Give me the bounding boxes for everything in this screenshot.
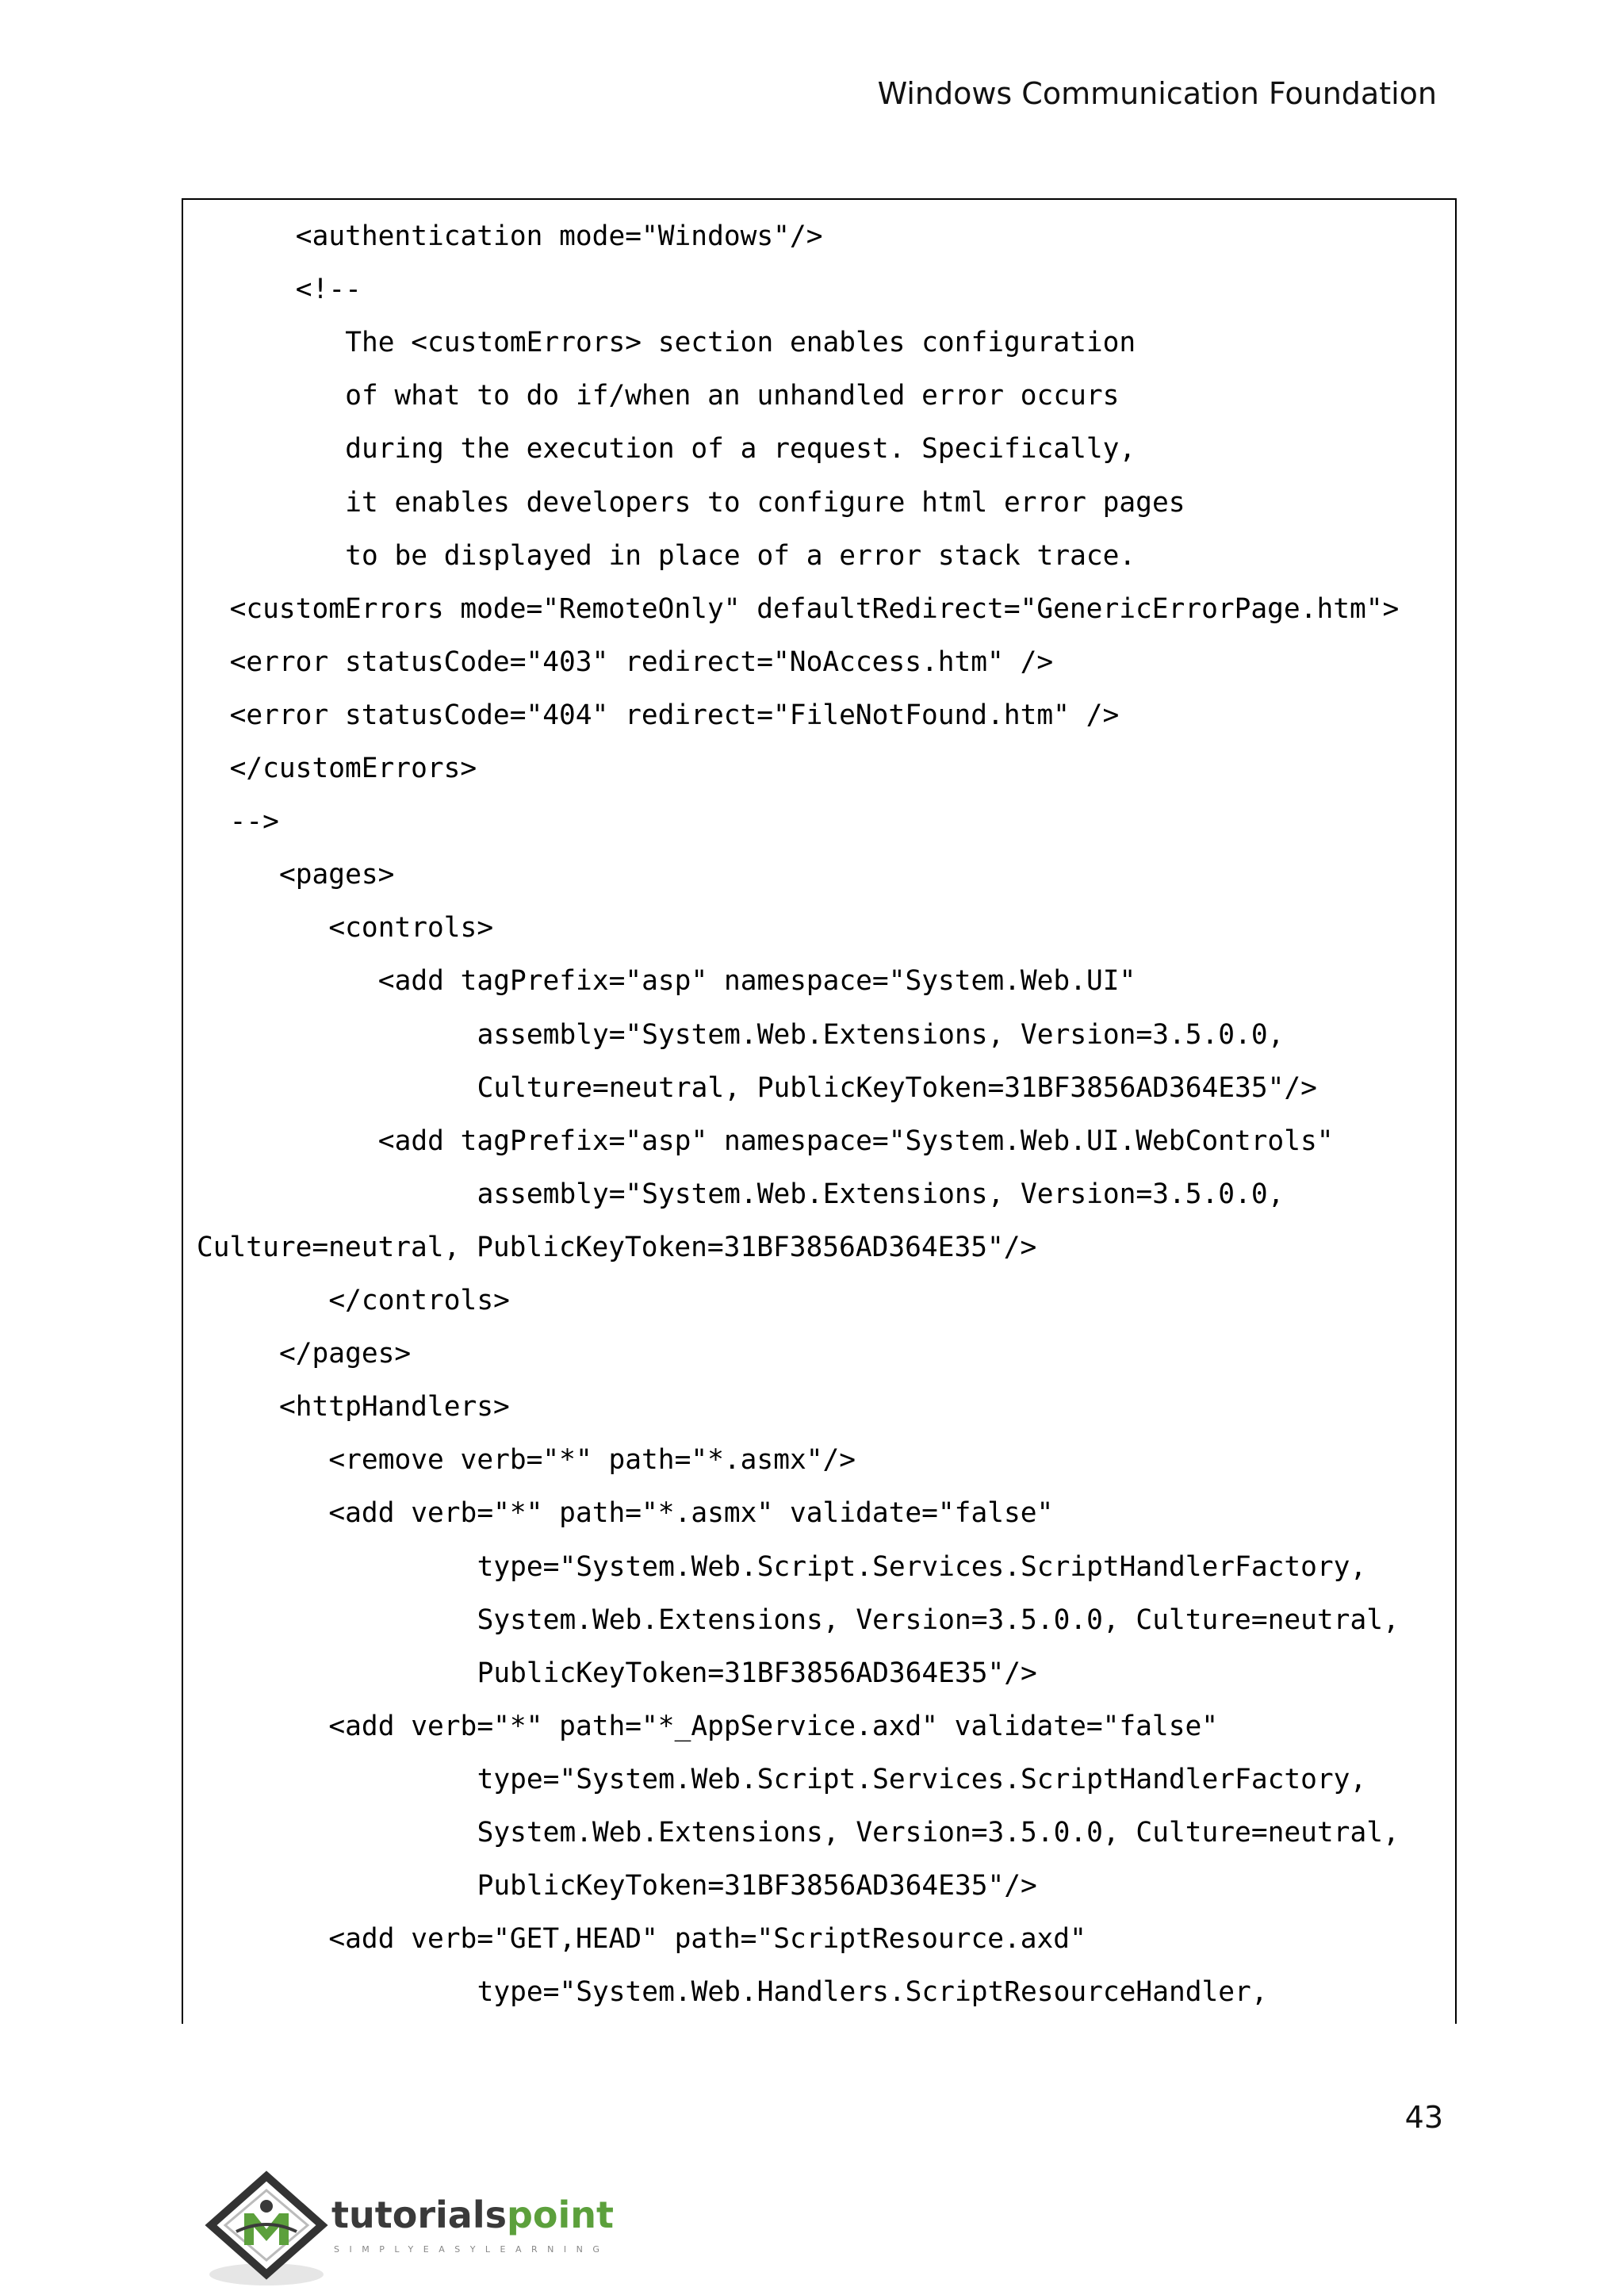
code-line: <add verb="GET,HEAD" path="ScriptResource.axd": [328, 1923, 1086, 1956]
code-line: <remove verb="*" path="*.asmx"/>: [328, 1444, 856, 1477]
code-line: it enables developers to configure html error pages: [345, 486, 1185, 519]
logo-wordmark: [331, 2193, 614, 2236]
code-line: <authentication mode="Windows"/>: [295, 220, 823, 252]
code-line: <add tagPrefix="asp" namespace="System.Web.UI.WebControls": [377, 1125, 1334, 1157]
tutorialspoint-logo: [205, 2170, 665, 2289]
code-line: to be displayed in place of a error stack trace.: [345, 539, 1136, 572]
code-line: <add verb="*" path="*_AppService.axd" validate="false": [328, 1710, 1219, 1742]
page-number: 43: [1404, 2100, 1443, 2135]
page-header-title: Windows Communication Foundation: [877, 76, 1437, 111]
code-line: System.Web.Extensions, Version=3.5.0.0, Culture=neutral,: [477, 1603, 1400, 1636]
code-line: -->: [229, 806, 279, 838]
code-line: PublicKeyToken=31BF3856AD364E35"/>: [477, 1870, 1037, 1902]
code-line: <httpHandlers>: [279, 1391, 510, 1423]
logo-tagline: SIMPLYEASYLEARNING: [334, 2244, 610, 2255]
code-line: <add tagPrefix="asp" namespace="System.Web.UI": [377, 965, 1136, 998]
code-line: <controls>: [328, 912, 494, 944]
logo-word-tutorials: tutorials: [331, 2193, 507, 2236]
code-line: type="System.Web.Script.Services.ScriptHandlerFactory,: [477, 1550, 1367, 1583]
code-line: <!--: [295, 274, 362, 306]
code-line: <pages>: [279, 859, 395, 891]
code-line: <error statusCode="403" redirect="NoAccess.htm" />: [229, 646, 1054, 678]
code-line: during the execution of a request. Specifically,: [345, 433, 1136, 466]
code-line: <customErrors mode="RemoteOnly" defaultRedirect="GenericErrorPage.htm">: [229, 592, 1400, 625]
code-line: </customErrors>: [229, 753, 477, 784]
code-line: type="System.Web.Script.Services.ScriptHandlerFactory,: [477, 1763, 1367, 1795]
code-line: assembly="System.Web.Extensions, Version=3.5.0.0,: [477, 1018, 1285, 1051]
code-line: Culture=neutral, PublicKeyToken=31BF3856AD364E35"/>: [197, 1231, 1037, 1263]
code-line: </pages>: [279, 1338, 412, 1370]
code-line: PublicKeyToken=31BF3856AD364E35"/>: [477, 1657, 1037, 1689]
code-line: Culture=neutral, PublicKeyToken=31BF3856AD364E35"/>: [477, 1071, 1317, 1104]
logo-diamond-icon: [205, 2170, 339, 2289]
logo-word-point: point: [506, 2193, 615, 2236]
code-line: System.Web.Extensions, Version=3.5.0.0, Culture=neutral,: [477, 1817, 1400, 1849]
code-line: <add verb="*" path="*.asmx" validate="false": [328, 1497, 1054, 1530]
code-line: <error statusCode="404" redirect="FileNotFound.htm" />: [229, 699, 1120, 731]
code-line: of what to do if/when an unhandled error occurs: [345, 380, 1120, 412]
code-line: type="System.Web.Handlers.ScriptResourceHandler,: [477, 1976, 1268, 2009]
code-line: </controls>: [328, 1285, 510, 1316]
code-line: The <customErrors> section enables configuration: [345, 327, 1136, 359]
code-line: assembly="System.Web.Extensions, Version=3.5.0.0,: [477, 1178, 1285, 1210]
